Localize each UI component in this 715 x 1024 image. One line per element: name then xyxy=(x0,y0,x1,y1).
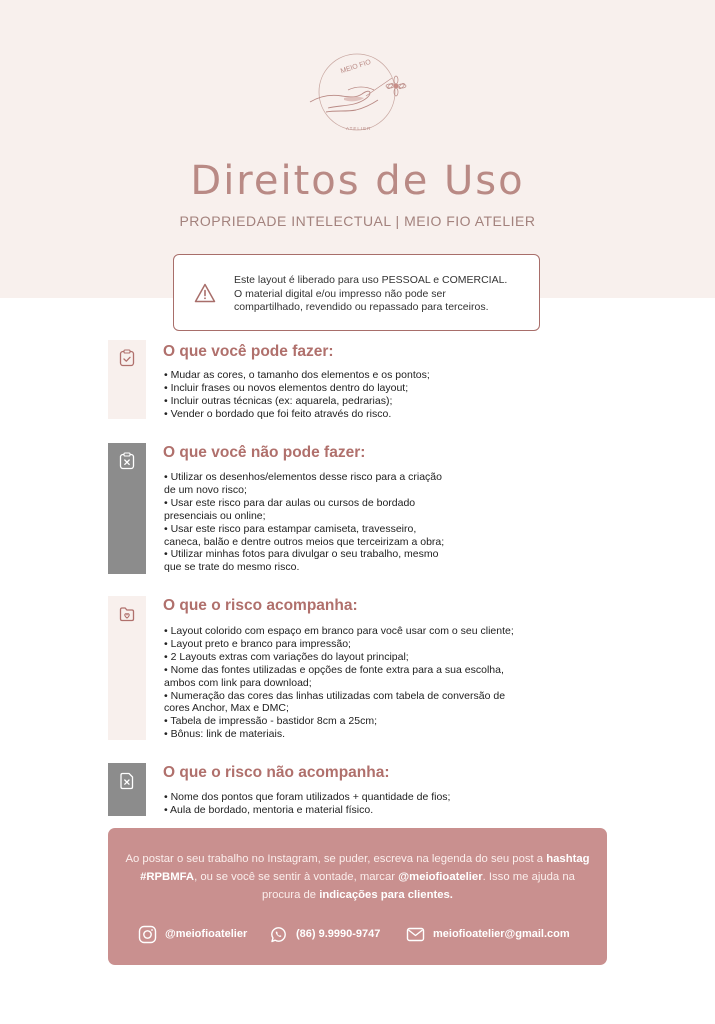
clipboard-x-icon xyxy=(119,452,135,470)
page-title: Direitos de Uso xyxy=(190,158,525,204)
clipboard-check-icon xyxy=(119,349,135,367)
whatsapp-icon xyxy=(269,925,288,944)
section-bar-included xyxy=(108,596,146,740)
footer-message: Ao postar o seu trabalho no Instagram, se puder, escreva na legenda do seu post a hashtag #RPBMFA, ou se você se sentir à vontade, marcar @meiofioatelier. Isso me ajuda na procura de indicações para clientes. xyxy=(125,853,590,901)
footer-handle: @meiofioatelier xyxy=(398,871,483,883)
section-bar-can-do xyxy=(108,340,146,419)
usage-notice-box xyxy=(173,254,540,331)
logo-top-text: MEIO FIO xyxy=(339,58,372,76)
section-bar-not-included xyxy=(108,763,146,816)
contact-email[interactable] xyxy=(406,924,570,944)
section-title-not-included: O que o risco não acompanha: xyxy=(163,764,390,781)
section-body-not-included: • Nome dos pontos que foram utilizados + quantidade de fios; • Aula de bordado, mentoria e material físico. xyxy=(164,791,451,816)
contact-footer xyxy=(108,828,607,965)
section-body-cannot-do: • Utilizar os desenhos/elementos desse risco para a criação de um novo risco; • Usar este risco para dar aulas ou cursos de bordado presenciais ou online; • Usar este risco para estampar camiseta, travesseiro, caneca, balão e dentre outros meios que terceirizam a obra; • Utilizar minhas fotos para divulgar o seu trabalho, mesmo que se trate do mesmo risco. xyxy=(164,471,445,574)
footer-hashtag: hashtag #RPBMFA xyxy=(140,853,590,883)
page-subtitle: PROPRIEDADE INTELECTUAL | MEIO FIO ATELIER xyxy=(179,213,536,229)
file-x-icon xyxy=(119,772,135,790)
section-title-can-do: O que você pode fazer: xyxy=(163,343,334,360)
folder-heart-icon xyxy=(119,605,135,623)
meio-fio-atelier-logo xyxy=(300,50,415,135)
instagram-icon xyxy=(138,925,157,944)
footer-bold-end: indicações para clientes. xyxy=(319,889,453,901)
contact-instagram[interactable] xyxy=(138,924,247,944)
contact-whatsapp[interactable] xyxy=(269,924,380,944)
section-title-included: O que o risco acompanha: xyxy=(163,597,358,614)
mail-icon xyxy=(406,925,425,944)
section-bar-cannot-do xyxy=(108,443,146,574)
email-address: meiofioatelier@gmail.com xyxy=(433,928,570,940)
section-body-included: • Layout colorido com espaço em branco para você usar com o seu cliente; • Layout preto e branco para impressão; • 2 Layouts extras com variações do layout principal; • Nome das fontes utilizadas e opções de fonte extra para a sua escolha, ambos com link para download; • Numeração das cores das linhas utilizadas com tabela de conversão de cores Anchor, Max e DMC; • Tabela de impressão - bastidor 8cm a 25cm; • Bônus: link de materiais. xyxy=(164,625,514,741)
section-title-cannot-do: O que você não pode fazer: xyxy=(163,444,366,461)
phone-number: (86) 9.9990-9747 xyxy=(296,928,381,940)
instagram-handle: @meiofioatelier xyxy=(165,928,248,940)
section-body-can-do: • Mudar as cores, o tamanho dos elementos e os pontos; • Incluir frases ou novos elementos dentro do layout; • Incluir outras técnicas (ex: aquarela, pedrarias); • Vender o bordado que foi feito através do risco. xyxy=(164,369,430,420)
notice-text: Este layout é liberado para uso PESSOAL e COMERCIAL. O material digital e/ou impresso não pode ser compartilhado, revendido ou repassado para terceiros. xyxy=(234,274,508,313)
warning-triangle-icon xyxy=(194,283,216,303)
logo-bottom-text: ATELIER xyxy=(346,126,372,131)
